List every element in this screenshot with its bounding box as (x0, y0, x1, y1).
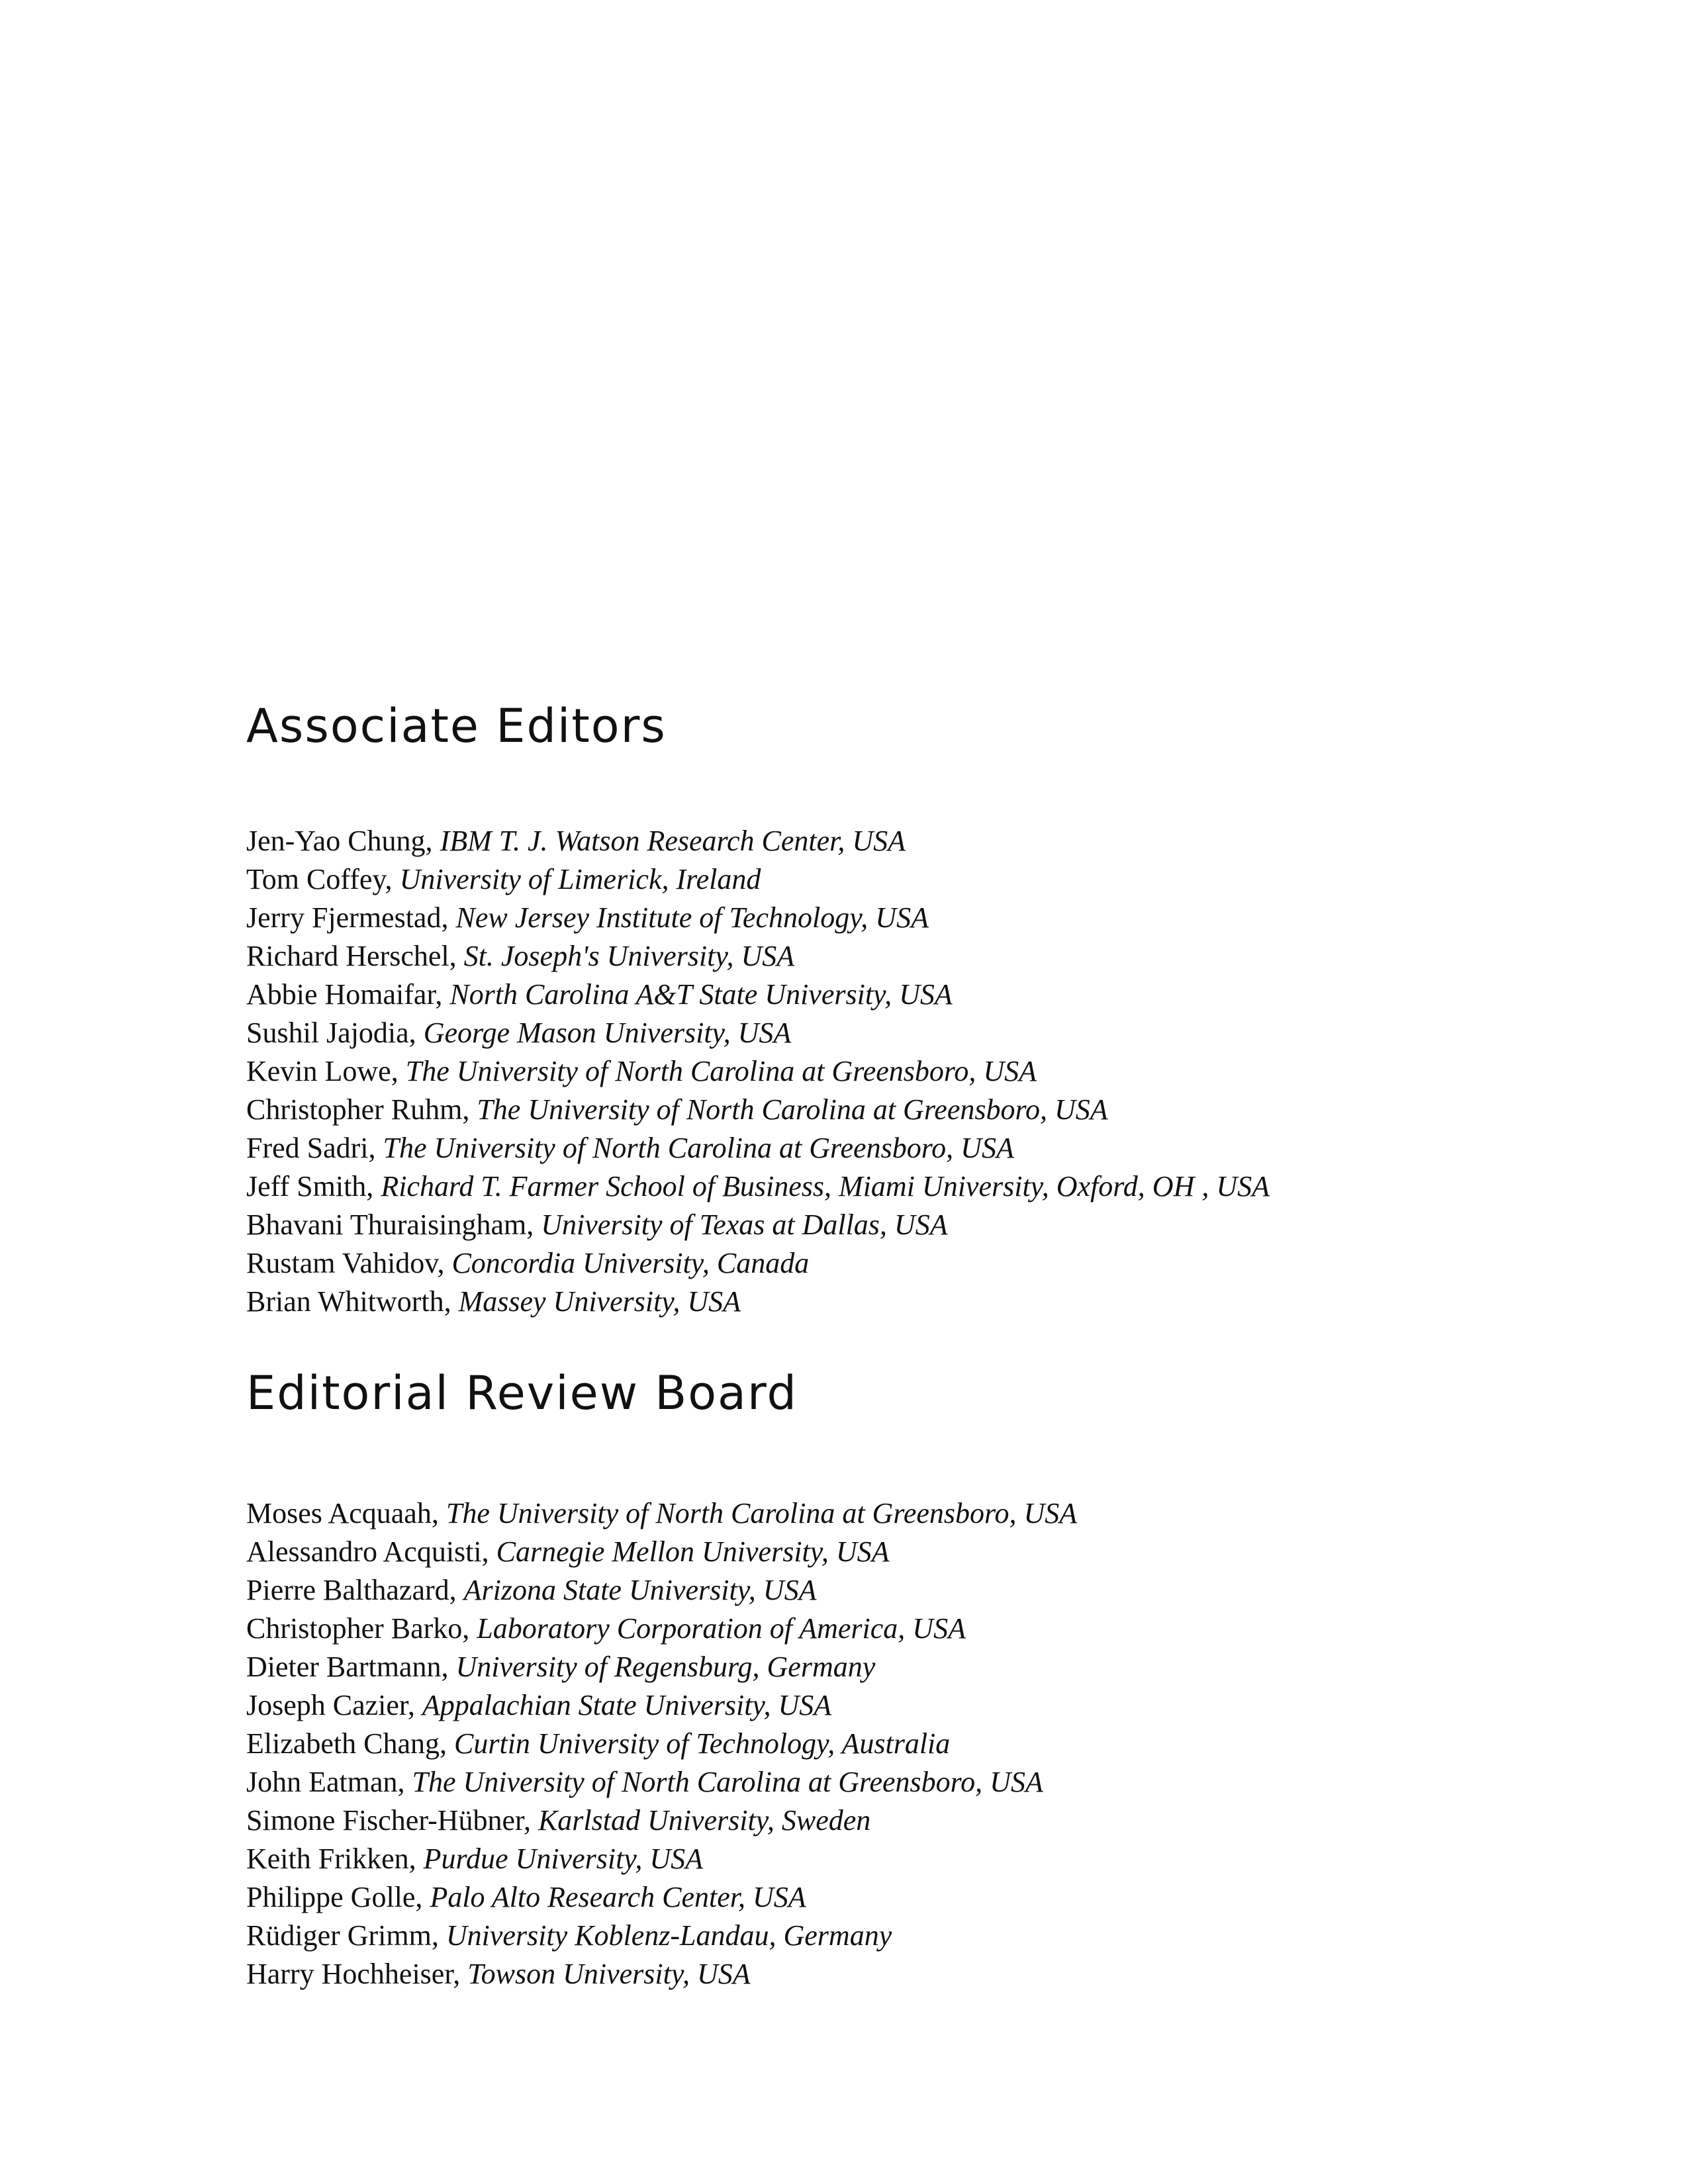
reviewer-name: Christopher Barko, (246, 1612, 470, 1645)
list-item (246, 1840, 1504, 1878)
reviewer-affiliation: Carnegie Mellon University, USA (496, 1535, 890, 1568)
list-item (246, 1533, 1504, 1571)
list-item (246, 1878, 1504, 1917)
editor-name: Jerry Fjermestad, (246, 901, 449, 934)
editor-affiliation: St. Joseph's University, USA (463, 940, 795, 972)
list-item (246, 1129, 1504, 1167)
list-item (246, 822, 1504, 860)
editor-affiliation: Massey University, USA (458, 1285, 741, 1318)
reviewer-affiliation: University of Regensburg, Germany (455, 1651, 876, 1683)
editor-name: Bhavani Thuraisingham, (246, 1208, 534, 1241)
reviewer-name: Elizabeth Chang, (246, 1727, 447, 1760)
editor-name: Sushil Jajodia, (246, 1017, 416, 1049)
reviewer-affiliation: The University of North Carolina at Greensboro, USA (445, 1497, 1078, 1529)
editor-affiliation: New Jersey Institute of Technology, USA (455, 901, 929, 934)
reviewer-name: Philippe Golle, (246, 1881, 423, 1913)
associate-editors-heading: Associate Editors (246, 699, 667, 753)
list-item (246, 1725, 1504, 1763)
list-item (246, 1917, 1504, 1955)
list-item (246, 937, 1504, 976)
list-item (246, 1686, 1504, 1725)
list-item (246, 1167, 1504, 1206)
editor-affiliation: University of Texas at Dallas, USA (541, 1208, 948, 1241)
editor-name: Richard Herschel, (246, 940, 457, 972)
editor-name: Rustam Vahidov, (246, 1247, 445, 1279)
reviewer-affiliation: Towson University, USA (467, 1958, 751, 1990)
editor-affiliation: George Mason University, USA (423, 1017, 792, 1049)
reviewer-name: Harry Hochheiser, (246, 1958, 461, 1990)
list-item (246, 976, 1504, 1014)
editor-affiliation: The University of North Carolina at Greensboro, USA (477, 1093, 1108, 1126)
editor-affiliation: The University of North Carolina at Greensboro, USA (405, 1055, 1037, 1087)
list-item (246, 1052, 1504, 1091)
editor-affiliation: IBM T. J. Watson Research Center, USA (440, 825, 906, 857)
editorial-review-board-list (246, 1494, 1504, 1993)
reviewer-name: Moses Acquaah, (246, 1497, 439, 1529)
editor-affiliation: The University of North Carolina at Greensboro, USA (383, 1132, 1014, 1164)
list-item (246, 860, 1504, 899)
reviewer-affiliation: University Koblenz-Landau, Germany (445, 1919, 892, 1952)
reviewer-affiliation: The University of North Carolina at Greensboro, USA (412, 1766, 1043, 1798)
list-item (246, 1283, 1504, 1321)
list-item (246, 1801, 1504, 1840)
list-item (246, 1494, 1504, 1533)
editor-affiliation: North Carolina A&T State University, USA (449, 978, 953, 1011)
editor-name: Jeff Smith, (246, 1170, 374, 1203)
reviewer-name: Pierre Balthazard, (246, 1574, 457, 1606)
associate-editors-list (246, 822, 1504, 1321)
list-item (246, 1014, 1504, 1052)
reviewer-affiliation: Appalachian State University, USA (422, 1689, 832, 1721)
reviewer-name: Rüdiger Grimm, (246, 1919, 439, 1952)
list-item (246, 1610, 1504, 1648)
list-item (246, 1955, 1504, 1993)
reviewer-affiliation: Arizona State University, USA (463, 1574, 817, 1606)
editor-name: Fred Sadri, (246, 1132, 376, 1164)
editor-affiliation: Richard T. Farmer School of Business, Miami University, Oxford, OH , USA (381, 1170, 1270, 1203)
reviewer-name: Dieter Bartmann, (246, 1651, 449, 1683)
reviewer-affiliation: Curtin University of Technology, Australia (454, 1727, 951, 1760)
editor-affiliation: Concordia University, Canada (451, 1247, 810, 1279)
editor-name: Tom Coffey, (246, 863, 393, 895)
editor-name: Jen-Yao Chung, (246, 825, 433, 857)
reviewer-name: Simone Fischer-Hübner, (246, 1804, 531, 1837)
list-item (246, 1648, 1504, 1686)
list-item (246, 1571, 1504, 1610)
editorial-review-board-heading: Editorial Review Board (246, 1366, 798, 1420)
editor-name: Christopher Ruhm, (246, 1093, 470, 1126)
editorial-review-board-section (246, 1363, 1504, 1993)
list-item (246, 1091, 1504, 1129)
editor-name: Abbie Homaifar, (246, 978, 443, 1011)
reviewer-affiliation: Purdue University, USA (423, 1843, 704, 1875)
reviewer-affiliation: Palo Alto Research Center, USA (430, 1881, 806, 1913)
list-item (246, 1206, 1504, 1244)
reviewer-name: Alessandro Acquisti, (246, 1535, 489, 1568)
list-item (246, 1244, 1504, 1283)
editor-affiliation: University of Limerick, Ireland (399, 863, 761, 895)
associate-editors-section (246, 696, 1504, 1321)
reviewer-affiliation: Laboratory Corporation of America, USA (477, 1612, 966, 1645)
list-item (246, 1763, 1504, 1801)
editor-name: Brian Whitworth, (246, 1285, 451, 1318)
editor-name: Kevin Lowe, (246, 1055, 399, 1087)
list-item (246, 899, 1504, 937)
reviewer-name: John Eatman, (246, 1766, 405, 1798)
reviewer-name: Keith Frikken, (246, 1843, 416, 1875)
reviewer-name: Joseph Cazier, (246, 1689, 415, 1721)
reviewer-affiliation: Karlstad University, Sweden (538, 1804, 871, 1837)
